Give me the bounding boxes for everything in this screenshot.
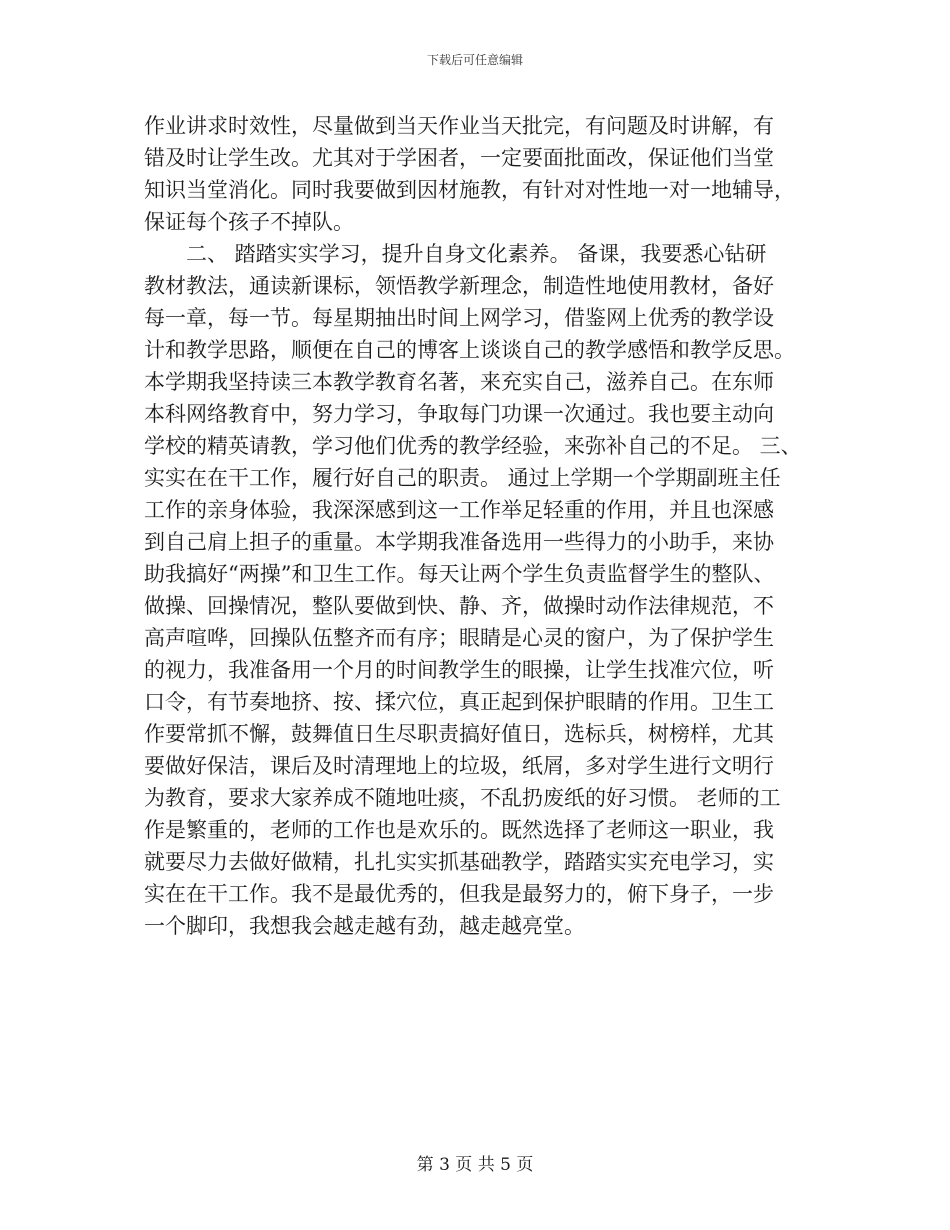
page-number: 第 3 页 共 5 页 bbox=[416, 1155, 534, 1175]
text-line: 每一章，每一节。每星期抽出时间上网学习，借鉴网上优秀的教学设 bbox=[144, 306, 774, 330]
text-line: 二、 踏踏实实学习，提升自身文化素养。 备课，我要悉心钻研 bbox=[144, 242, 767, 266]
text-line: 高声喧哗，回操队伍整齐而有序；眼睛是心灵的窗户，为了保护学生 bbox=[144, 626, 774, 650]
text-line: 工作的亲身体验，我深深感到这一工作举足轻重的作用，并且也深感 bbox=[144, 498, 774, 522]
text-line: 就要尽力去做好做精，扎扎实实抓基础教学，踏踏实实充电学习，实 bbox=[144, 850, 774, 874]
text-line: 保证每个孩子不掉队。 bbox=[144, 210, 354, 234]
text-line: 作业讲求时效性，尽量做到当天作业当天批完，有问题及时讲解，有 bbox=[144, 114, 774, 138]
page-footer bbox=[0, 1154, 950, 1176]
text-line: 做操、回操情况，整队要做到快、静、齐，做操时动作法律规范，不 bbox=[144, 594, 774, 618]
text-line: 作要常抓不懈，鼓舞值日生尽职责搞好值日，选标兵，树榜样，尤其 bbox=[144, 722, 774, 746]
header-note: 下载后可任意编辑 bbox=[426, 53, 523, 67]
text-line: 教材教法，通读新课标，领悟教学新理念，制造性地使用教材，备好 bbox=[144, 274, 774, 298]
text-line: 口令，有节奏地挤、按、揉穴位，真正起到保护眼睛的作用。卫生工 bbox=[144, 690, 774, 714]
text-line: 实实在在干工作，履行好自己的职责。 通过上学期一个学期副班主任 bbox=[144, 466, 781, 490]
text-line: 知识当堂消化。同时我要做到因材施教，有针对对性地一对一地辅导， bbox=[144, 178, 795, 202]
text-line: 错及时让学生改。尤其对于学困者，一定要面批面改，保证他们当堂 bbox=[144, 146, 774, 170]
document-body bbox=[144, 110, 810, 942]
text-line: 本科网络教育中，努力学习，争取每门功课一次通过。我也要主动向 bbox=[144, 402, 774, 426]
text-line: 学校的精英请教，学习他们优秀的教学经验，来弥补自己的不足。 三、 bbox=[144, 434, 802, 458]
text-line: 计和教学思路，顺便在自己的博客上谈谈自己的教学感悟和教学反思。 bbox=[144, 338, 795, 362]
text-line: 助我搞好“两操”和卫生工作。每天让两个学生负责监督学生的整队、 bbox=[144, 562, 775, 586]
text-line: 为教育，要求大家养成不随地吐痰，不乱扔废纸的好习惯。 老师的工 bbox=[144, 786, 781, 810]
text-line: 要做好保洁，课后及时清理地上的垃圾，纸屑，多对学生进行文明行 bbox=[144, 754, 774, 778]
text-line: 实在在干工作。我不是最优秀的，但我是最努力的，俯下身子，一步 bbox=[144, 882, 774, 906]
text-line: 本学期我坚持读三本教学教育名著，来充实自己，滋养自己。在东师 bbox=[144, 370, 774, 394]
text-line: 作是繁重的，老师的工作也是欢乐的。既然选择了老师这一职业，我 bbox=[144, 818, 774, 842]
page-header bbox=[0, 52, 950, 68]
text-line: 一个脚印，我想我会越走越有劲，越走越亮堂。 bbox=[144, 914, 585, 938]
text-line: 到自己肩上担子的重量。本学期我准备选用一些得力的小助手，来协 bbox=[144, 530, 774, 554]
text-line: 的视力，我准备用一个月的时间教学生的眼操，让学生找准穴位，听 bbox=[144, 658, 774, 682]
